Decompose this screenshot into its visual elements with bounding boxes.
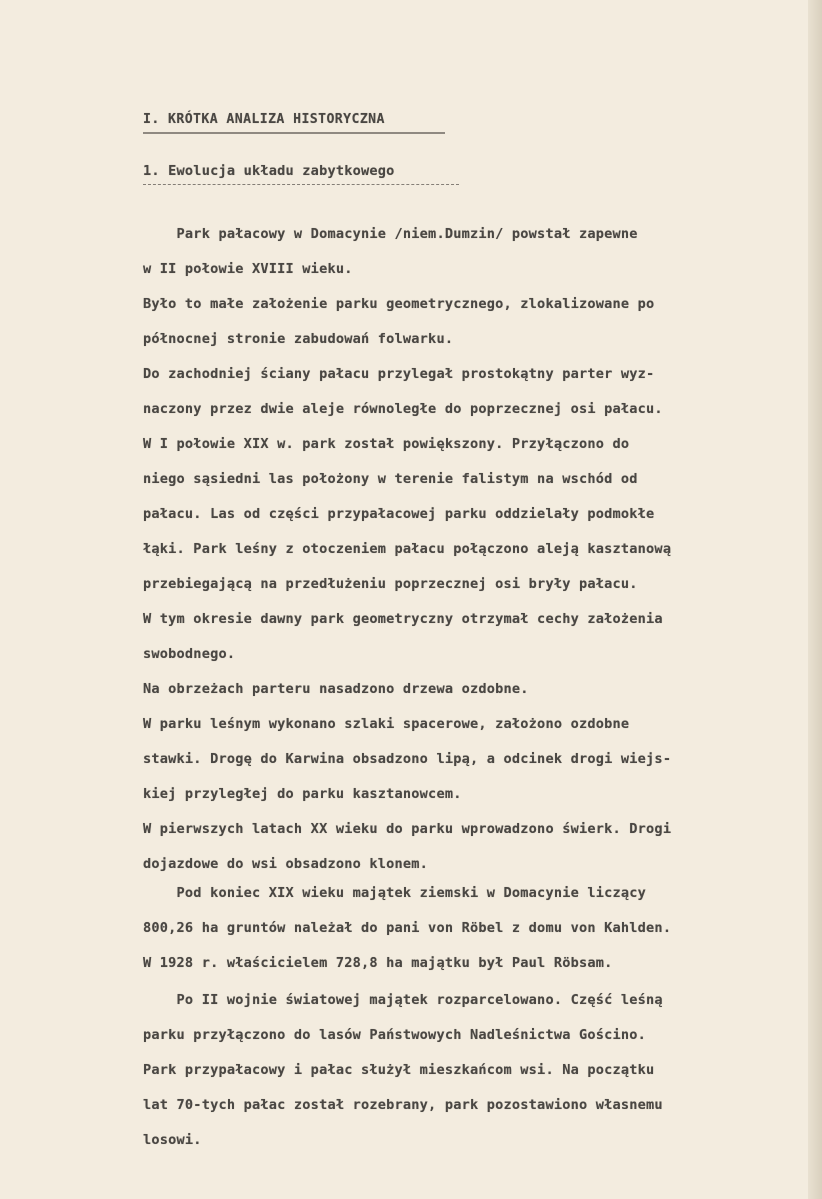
text-line: niego sąsiedni las położony w terenie falistym na wschód od bbox=[143, 471, 638, 487]
heading-double-underline bbox=[143, 132, 445, 134]
text-line: Park pałacowy w Domacynie /niem.Dumzin/ powstał zapewne bbox=[143, 226, 638, 242]
text-line: naczony przez dwie aleje równoległe do poprzecznej osi pałacu. bbox=[143, 401, 663, 417]
text-line: kiej przyległej do parku kasztanowcem. bbox=[143, 786, 462, 802]
subheading-underline bbox=[143, 184, 459, 185]
text-line: północnej stronie zabudowań folwarku. bbox=[143, 331, 454, 347]
text-line: W 1928 r. właścicielem 728,8 ha majątku był Paul Röbsam. bbox=[143, 955, 613, 971]
text-line: W I połowie XIX w. park został powiększony. Przyłączono do bbox=[143, 436, 630, 452]
text-line: lat 70-tych pałac został rozebrany, park pozostawiono własnemu bbox=[143, 1097, 663, 1113]
text-line: Do zachodniej ściany pałacu przylegał prostokątny parter wyz- bbox=[143, 366, 655, 382]
text-line: W pierwszych latach XX wieku do parku wprowadzono świerk. Drogi bbox=[143, 821, 672, 837]
text-line: W parku leśnym wykonano szlaki spacerowe, założono ozdobne bbox=[143, 716, 630, 732]
text-line: Po II wojnie światowej majątek rozparcelowano. Część leśną bbox=[143, 992, 663, 1008]
text-line: Było to małe założenie parku geometrycznego, zlokalizowane po bbox=[143, 296, 655, 312]
text-line: przebiegającą na przedłużeniu poprzecznej osi bryły pałacu. bbox=[143, 576, 638, 592]
text-line: stawki. Drogę do Karwina obsadzono lipą, a odcinek drogi wiejs- bbox=[143, 751, 672, 767]
text-line: Park przypałacowy i pałac służył mieszkańcom wsi. Na początku bbox=[143, 1062, 655, 1078]
text-line: łąki. Park leśny z otoczeniem pałacu połączono aleją kasztanową bbox=[143, 541, 672, 557]
text-line: losowi. bbox=[143, 1132, 202, 1148]
page-edge-shadow bbox=[808, 0, 822, 1199]
text-line: swobodnego. bbox=[143, 646, 236, 662]
text-line: parku przyłączono do lasów Państwowych Nadleśnictwa Gościno. bbox=[143, 1027, 647, 1043]
text-line: Na obrzeżach parteru nasadzono drzewa ozdobne. bbox=[143, 681, 529, 697]
text-line: w II połowie XVIII wieku. bbox=[143, 261, 353, 277]
section-heading: I. KRÓTKA ANALIZA HISTORYCZNA bbox=[143, 112, 385, 127]
text-line: 800,26 ha gruntów należał do pani von Röbel z domu von Kahlden. bbox=[143, 920, 672, 936]
text-line: Pod koniec XIX wieku majątek ziemski w Domacynie liczący bbox=[143, 885, 647, 901]
text-line: W tym okresie dawny park geometryczny otrzymał cechy założenia bbox=[143, 611, 663, 627]
text-line: dojazdowe do wsi obsadzono klonem. bbox=[143, 856, 429, 872]
subsection-heading: 1. Ewolucja układu zabytkowego bbox=[143, 163, 395, 179]
text-line: pałacu. Las od części przypałacowej parku oddzielały podmokłe bbox=[143, 506, 655, 522]
